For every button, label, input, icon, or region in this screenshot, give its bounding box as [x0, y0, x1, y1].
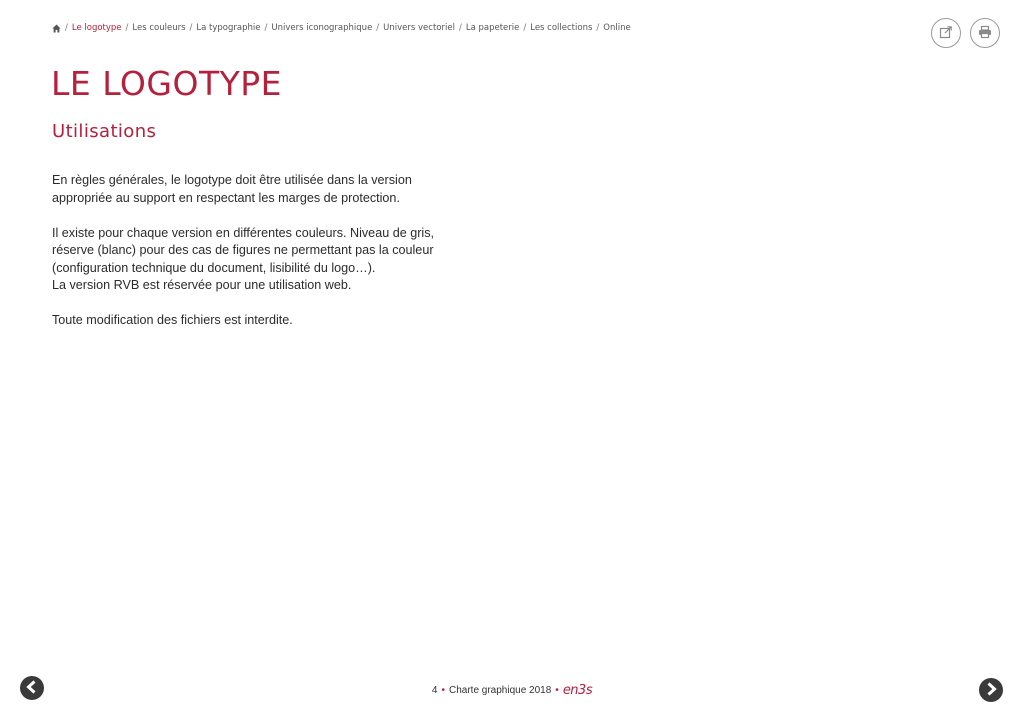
section-title: Utilisations: [52, 121, 157, 142]
external-link-icon: [939, 24, 953, 43]
breadcrumb: [52, 23, 631, 33]
breadcrumb-separator: /: [65, 23, 68, 33]
paragraph-2: [52, 225, 492, 295]
page-number: 4: [431, 685, 438, 696]
breadcrumb-item[interactable]: Univers vectoriel: [383, 23, 455, 33]
text-line: Toute modification des fichiers est interdite.: [52, 313, 293, 327]
chevron-right-circle-icon: [984, 681, 998, 700]
paragraph-1: [52, 172, 492, 207]
body-text: [52, 172, 492, 347]
breadcrumb-item[interactable]: Les collections: [530, 23, 593, 33]
breadcrumb-item[interactable]: Les couleurs: [132, 23, 186, 33]
breadcrumb-separator: /: [458, 23, 462, 33]
breadcrumb-separator: /: [125, 23, 129, 33]
document-title: Charte graphique 2018: [448, 685, 552, 696]
breadcrumb-separator: /: [376, 23, 380, 33]
next-page-button[interactable]: [979, 678, 1003, 702]
page-title: LE LOGOTYPE: [51, 64, 283, 103]
breadcrumb-item[interactable]: Le logotype: [71, 23, 122, 33]
breadcrumb-item[interactable]: Online: [603, 23, 631, 33]
paragraph-3: [52, 312, 492, 330]
printer-icon: [978, 24, 992, 43]
text-line: La version RVB est réservée pour une utilisation web.: [52, 278, 352, 292]
breadcrumb-separator: /: [264, 23, 268, 33]
footer-bullet: •: [441, 685, 445, 696]
breadcrumb-separator: /: [596, 23, 600, 33]
footer: [0, 683, 1024, 698]
brand-logo: en3s: [562, 683, 593, 698]
text-line: (configuration technique du document, lisibilité du logo…).: [52, 260, 376, 275]
text-line: réserve (blanc) pour des cas de figures ne permettant pas la couleur: [52, 243, 434, 257]
breadcrumb-item[interactable]: Univers iconographique: [271, 23, 373, 33]
text-line: appropriée au support en respectant les marges de protection.: [52, 190, 400, 205]
breadcrumb-item[interactable]: La typographie: [196, 23, 261, 33]
breadcrumb-item[interactable]: La papeterie: [465, 23, 520, 33]
breadcrumb-separator: /: [189, 23, 193, 33]
breadcrumb-separator: /: [523, 23, 527, 33]
home-icon[interactable]: [52, 24, 61, 33]
footer-bullet: •: [555, 685, 559, 696]
text-line: En règles générales, le logotype doit être utilisée dans la version: [52, 173, 412, 187]
text-line: Il existe pour chaque version en différentes couleurs. Niveau de gris,: [52, 225, 434, 240]
print-button[interactable]: [970, 18, 1000, 48]
export-button[interactable]: [931, 18, 961, 48]
breadcrumb-items: [61, 23, 631, 33]
top-actions: [931, 18, 1000, 48]
